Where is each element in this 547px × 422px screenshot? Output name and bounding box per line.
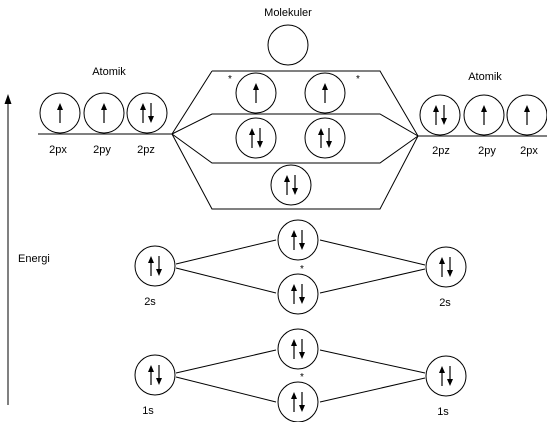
line-1s-star-to-right (320, 350, 425, 373)
orbitals (40, 25, 547, 422)
orbital-circle (236, 118, 276, 158)
line-1s-bond-to-right (320, 378, 425, 402)
orbital-circle (135, 246, 175, 286)
orbital-left-2s (135, 246, 175, 286)
label-right-1s: 1s (437, 406, 449, 418)
orbital-left-2py (84, 93, 124, 133)
orbital-circle (271, 165, 311, 205)
orbital-circle (268, 25, 308, 65)
antibonding-mark-pi-left: * (228, 74, 232, 85)
orbital-pi-2p-star-b (305, 73, 345, 113)
energy-axis (5, 94, 12, 405)
orbital-sigma-1s (278, 382, 318, 422)
label-left-2pz: 2pz (137, 144, 155, 156)
label-left-1s: 1s (142, 405, 154, 417)
label-right-2pz: 2pz (432, 145, 450, 157)
orbital-circle (426, 356, 466, 396)
line-2s-star-to-right (320, 240, 425, 265)
orbital-pi-2p-star-a (236, 73, 276, 113)
frame-pi-upper (172, 114, 418, 136)
orbital-right-2px (507, 95, 547, 135)
orbital-circle (420, 95, 460, 135)
label-right-2px: 2px (520, 145, 538, 157)
line-2s-left-to-star (176, 240, 276, 264)
orbital-circle (278, 274, 318, 314)
antibonding-mark-1s: * (300, 372, 304, 383)
orbital-sigma-2s (278, 274, 318, 314)
molecular-title: Molekuler (264, 7, 312, 19)
orbital-right-2s (426, 247, 466, 287)
orbital-sigma-2p (271, 165, 311, 205)
orbital-right-2pz (420, 95, 460, 135)
atomic-title-left: Atomik (92, 66, 126, 78)
energy-axis-arrowhead (5, 94, 12, 104)
orbital-sigma-2p-star (268, 25, 308, 65)
orbital-circle (278, 382, 318, 422)
orbital-circle (278, 220, 318, 260)
orbital-right-2py (464, 95, 504, 135)
line-2s-bond-to-right (320, 269, 425, 293)
orbital-circle (127, 93, 167, 133)
label-left-2px: 2px (49, 144, 67, 156)
orbital-sigma-1s-star (278, 329, 318, 369)
antibonding-mark-pi-right: * (356, 74, 360, 85)
frame-pi-lower (172, 134, 418, 163)
orbital-right-1s (426, 356, 466, 396)
label-left-2s: 2s (144, 296, 156, 308)
orbital-pi-2p-b (305, 118, 345, 158)
orbital-left-1s (135, 355, 175, 395)
orbital-left-2pz (127, 93, 167, 133)
orbital-circle (135, 355, 175, 395)
line-2s-left-to-bond (176, 268, 276, 293)
label-left-2py: 2py (93, 144, 111, 156)
orbital-left-2px (40, 93, 80, 133)
label-right-2s: 2s (439, 297, 451, 309)
antibonding-mark-2s: * (300, 264, 304, 275)
orbital-circle (278, 329, 318, 369)
orbital-circle (305, 118, 345, 158)
orbital-sigma-2s-star (278, 220, 318, 260)
label-right-2py: 2py (478, 145, 496, 157)
line-1s-left-to-bond (176, 377, 276, 402)
orbital-pi-2p-a (236, 118, 276, 158)
atomic-title-right: Atomik (468, 71, 502, 83)
line-1s-left-to-star (176, 350, 276, 373)
orbital-circle (426, 247, 466, 287)
energy-label: Energi (18, 253, 50, 265)
